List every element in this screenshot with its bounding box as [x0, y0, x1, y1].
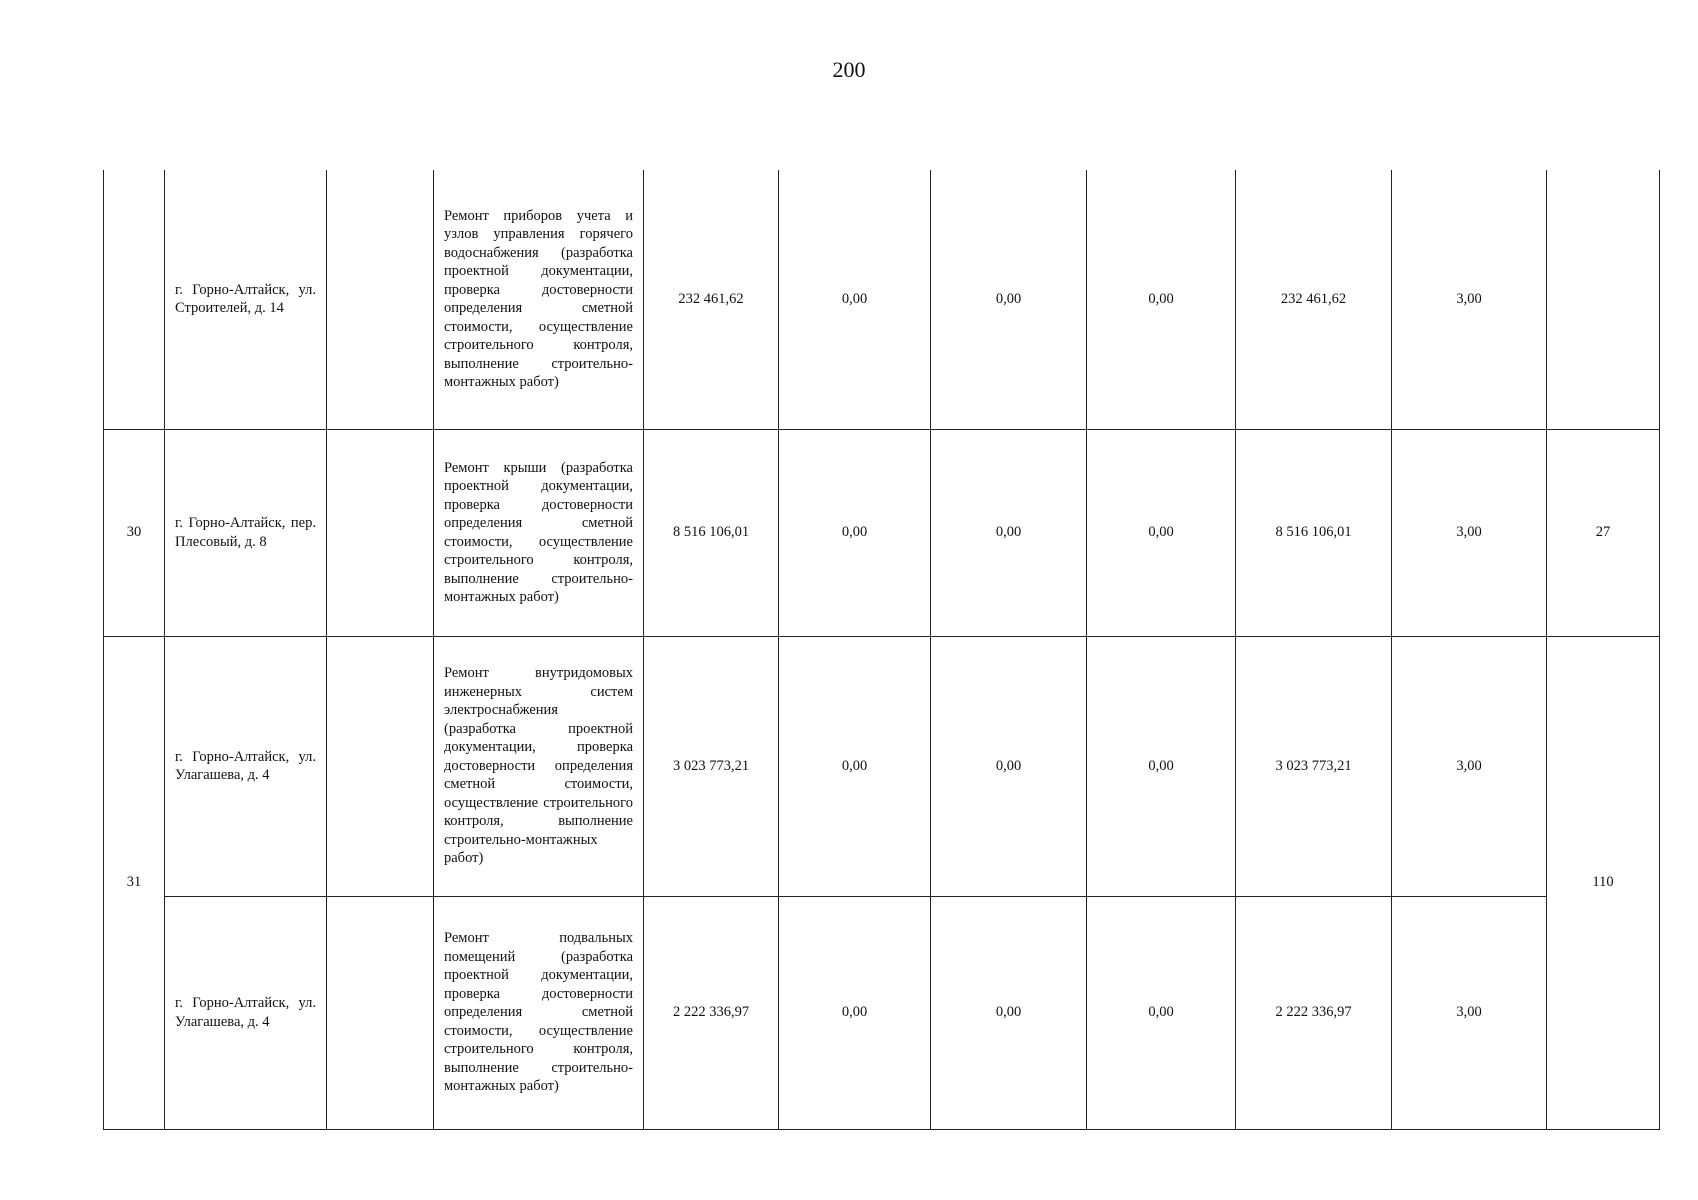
repair-program-table — [103, 170, 1660, 1130]
empty-cell — [327, 636, 434, 896]
empty-cell — [327, 896, 434, 1129]
table-row — [104, 429, 1660, 636]
address-cell: г. Горно-Алтайск, ул. Строителей, д. 14 — [165, 170, 327, 429]
value-cell-1: 0,00 — [779, 896, 931, 1129]
work-description-cell: Ремонт крыши (разработка проектной документации, проверка достоверности определения сметной стоимости, осуществление строительного контроля, выполнение строительно-монтажных работ) — [434, 429, 644, 636]
value-cell-2: 0,00 — [931, 170, 1087, 429]
table-row — [104, 896, 1660, 1129]
address-cell: г. Горно-Алтайск, ул. Улагашева, д. 4 — [165, 636, 327, 896]
table-row — [104, 636, 1660, 896]
table-row — [104, 170, 1660, 429]
value-cell-3: 0,00 — [1087, 896, 1236, 1129]
value-cell-3: 0,00 — [1087, 636, 1236, 896]
cost-cell: 2 222 336,97 — [644, 896, 779, 1129]
value-cell-1: 0,00 — [779, 429, 931, 636]
total-cost-cell: 3 023 773,21 — [1236, 636, 1392, 896]
row-number-cell: 31 — [104, 636, 165, 1129]
row-number-cell — [104, 170, 165, 429]
rate-cell: 3,00 — [1392, 429, 1547, 636]
total-cost-cell: 8 516 106,01 — [1236, 429, 1392, 636]
page-number: 200 — [832, 57, 866, 82]
work-description-cell: Ремонт внутридомовых инженерных систем электроснабжения (разработка проектной документации, проверка достоверности определения сметной стоимости, осуществление строительного контроля, выполнение строительно-монтажных работ) — [434, 636, 644, 896]
rate-cell: 3,00 — [1392, 170, 1547, 429]
cost-cell: 232 461,62 — [644, 170, 779, 429]
address-cell: г. Горно-Алтайск, ул. Улагашева, д. 4 — [165, 896, 327, 1129]
work-description-cell: Ремонт приборов учета и узлов управления горячего водоснабжения (разработка проектной документации, проверка достоверности определения сметной стоимости, осуществление строительного контроля, выполнение строительно-монтажных работ) — [434, 170, 644, 429]
value-cell-3: 0,00 — [1087, 429, 1236, 636]
value-cell-2: 0,00 — [931, 429, 1087, 636]
last-column-cell: 27 — [1547, 429, 1660, 636]
empty-cell — [327, 429, 434, 636]
value-cell-3: 0,00 — [1087, 170, 1236, 429]
total-cost-cell: 2 222 336,97 — [1236, 896, 1392, 1129]
rate-cell: 3,00 — [1392, 636, 1547, 896]
empty-cell — [327, 170, 434, 429]
rate-cell: 3,00 — [1392, 896, 1547, 1129]
total-cost-cell: 232 461,62 — [1236, 170, 1392, 429]
value-cell-2: 0,00 — [931, 896, 1087, 1129]
work-description-cell: Ремонт подвальных помещений (разработка проектной документации, проверка достоверности определения сметной стоимости, осуществление строительного контроля, выполнение строительно-монтажных работ) — [434, 896, 644, 1129]
cost-cell: 3 023 773,21 — [644, 636, 779, 896]
address-cell: г. Горно-Алтайск, пер. Плесовый, д. 8 — [165, 429, 327, 636]
last-column-cell — [1547, 170, 1660, 429]
last-column-cell: 110 — [1547, 636, 1660, 1129]
cost-cell: 8 516 106,01 — [644, 429, 779, 636]
value-cell-2: 0,00 — [931, 636, 1087, 896]
value-cell-1: 0,00 — [779, 170, 931, 429]
row-number-cell: 30 — [104, 429, 165, 636]
value-cell-1: 0,00 — [779, 636, 931, 896]
